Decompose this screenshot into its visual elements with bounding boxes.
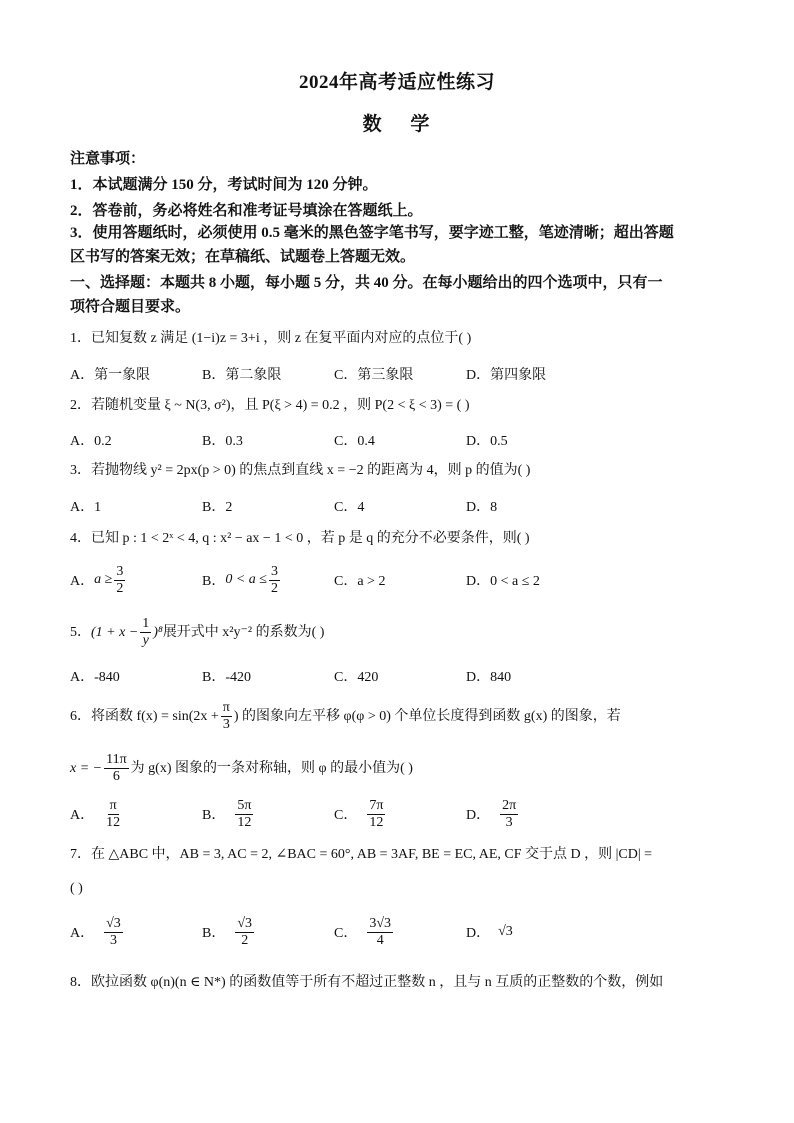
fraction-numerator: 7π [369, 797, 384, 813]
option-letter: B． [202, 808, 226, 823]
fraction [104, 798, 122, 831]
fraction [104, 916, 123, 949]
question-6-text: ) 的图象向左平移 φ(φ > 0) 个单位长度得到函数 g(x) 的图象，若 [233, 708, 621, 724]
fraction-numerator: 11π [106, 752, 127, 767]
question-6-stem-line-2 [70, 752, 413, 785]
fraction-numerator: 3 [116, 563, 124, 579]
fraction [221, 700, 232, 733]
question-2-stem: 2．若随机变量 ξ ~ N(3, σ²)，且 P(ξ > 4) = 0.2 ，则 P(2 < ξ < 3) = ( ) [70, 398, 470, 413]
question-6-text: x = − [70, 760, 103, 776]
fraction-denominator: 4 [376, 932, 384, 948]
question-4-option-a [70, 560, 127, 600]
notes-heading: 注意事项： [70, 151, 146, 167]
fraction [235, 798, 253, 831]
question-8-stem: 8．欧拉函数 φ(n)(n ∈ N*) 的函数值等于所有不超过正整数 n ，且与 n 互质的正整数的个数，例如 [70, 975, 664, 990]
question-6-text: 为 g(x) 图象的一条对称轴，则 φ 的最小值为( ) [130, 760, 413, 776]
fraction-numerator: 2π [502, 797, 517, 813]
question-7-option-b [202, 912, 256, 952]
note-item-3: 3．使用答题纸时，必须使用 0.5 毫米的黑色签字笔书写，要字迹工整，笔迹清晰；超出答题 [70, 225, 674, 241]
question-6-option-a [70, 794, 124, 834]
question-2-option-a: A．0.2 [70, 434, 112, 449]
fraction [269, 564, 280, 597]
fraction-denominator: 12 [369, 814, 384, 830]
question-7-options [70, 912, 730, 952]
question-3-option-a: A．1 [70, 500, 102, 515]
option-letter: D． [466, 926, 491, 941]
note-item-1: 1．本试题满分 150 分，考试时间为 120 分钟。 [70, 177, 378, 193]
option-letter: C． [334, 808, 358, 823]
question-4-options [70, 560, 730, 600]
question-1-option-d: D．第四象限 [466, 368, 547, 383]
note-item-2: 2．答卷前，务必将姓名和准考证号填涂在答题纸上。 [70, 203, 423, 219]
fraction-denominator: 3 [109, 932, 117, 948]
fraction-denominator: 2 [116, 580, 124, 596]
question-5-exponent: )⁸ [153, 624, 163, 640]
question-1-stem: 1．已知复数 z 满足 (1−i)z = 3+i ，则 z 在复平面内对应的点位于( ) [70, 331, 472, 346]
option-letter: D． [466, 808, 491, 823]
question-5-option-c: C．420 [334, 670, 379, 685]
option-expr: √3 [498, 924, 513, 939]
question-5-expr: (1 + x − [91, 624, 139, 640]
fraction-denominator: 3 [222, 717, 230, 732]
question-3-options [70, 486, 730, 526]
fraction-numerator: 3√3 [369, 915, 392, 931]
question-5-option-b: B．-420 [202, 670, 251, 685]
question-6-option-c [334, 794, 387, 834]
question-6-options [70, 794, 730, 834]
option-letter: C． [334, 926, 358, 941]
question-2-option-b: B．0.3 [202, 434, 243, 449]
question-4-option-b [202, 560, 282, 600]
section-heading-cont: 项符合题目要求。 [70, 299, 191, 315]
option-letter: A． [70, 926, 95, 941]
question-3-option-b: B．2 [202, 500, 233, 515]
fraction-denominator: 3 [505, 814, 513, 830]
fraction [140, 616, 151, 649]
exam-title: 2024年高考适应性练习 [298, 72, 495, 93]
question-7-stem-line-1: 7．在 △ABC 中，AB = 3, AC = 2, ∠BAC = 60°, AB = 3AF, BE = EC, AE, CF 交于点 D ，则 |CD| = [70, 847, 653, 862]
question-4-option-d: D．0 < a ≤ 2 [466, 574, 540, 589]
question-5-option-d: D．840 [466, 670, 512, 685]
exam-subject: 数 学 [362, 114, 442, 135]
option-expr: 0 < a ≤ [225, 572, 267, 587]
fraction-denominator: 2 [241, 932, 249, 948]
question-1-option-b: B．第二象限 [202, 368, 282, 383]
question-7-option-a [70, 912, 125, 952]
question-4-stem: 4．已知 p : 1 < 2ˣ < 4, q : x² − ax − 1 < 0 ，若 p 是 q 的充分不必要条件，则( ) [70, 531, 530, 546]
fraction [367, 916, 393, 949]
question-3-stem: 3．若抛物线 y² = 2px(p > 0) 的焦点到直线 x = −2 的距离为 4，则 p 的值为( ) [70, 463, 531, 478]
section-heading: 一、选择题：本题共 8 小题，每小题 5 分，共 40 分。在每小题给出的四个选项中，只有一 [70, 275, 663, 291]
question-5-stem [70, 616, 324, 649]
question-7-option-c [334, 912, 395, 952]
question-5-number: 5． [70, 624, 91, 640]
question-7-stem-line-2: ( ) [70, 881, 83, 896]
question-6-stem-line-1 [70, 700, 621, 733]
question-6-option-d [466, 794, 520, 834]
option-letter: B． [202, 574, 226, 589]
fraction-numerator: √3 [237, 915, 253, 931]
question-1-option-c: C．第三象限 [334, 368, 414, 383]
question-5-option-a: A．-840 [70, 670, 120, 685]
option-letter: A． [70, 808, 95, 823]
question-6-text: 6．将函数 f(x) = sin(2x + [70, 708, 219, 724]
fraction-denominator: 12 [237, 814, 252, 830]
fraction-denominator: y [142, 633, 149, 648]
fraction-denominator: 6 [112, 769, 120, 784]
question-2-option-d: D．0.5 [466, 434, 508, 449]
question-2-option-c: C．0.4 [334, 434, 375, 449]
question-4-option-c: C．a > 2 [334, 574, 386, 589]
option-expr: a ≥ [94, 572, 113, 587]
fraction [235, 916, 254, 949]
question-3-option-d: D．8 [466, 500, 498, 515]
question-1-options [70, 354, 730, 394]
fraction-denominator: 2 [270, 580, 278, 596]
option-letter: A． [70, 574, 95, 589]
fraction-numerator: π [109, 797, 117, 813]
fraction-numerator: π [222, 700, 230, 715]
fraction [104, 752, 129, 785]
fraction [500, 798, 518, 831]
fraction [367, 798, 385, 831]
fraction-numerator: √3 [106, 915, 121, 931]
fraction-denominator: 12 [106, 814, 121, 830]
fraction-numerator: 1 [142, 616, 150, 631]
note-item-3-cont: 区书写的答案无效；在草稿纸、试题卷上答题无效。 [70, 249, 416, 265]
question-2-options [70, 420, 730, 460]
question-5-text: 展开式中 x²y⁻² 的系数为( ) [162, 624, 325, 640]
fraction-numerator: 3 [270, 563, 278, 579]
question-1-option-a: A．第一象限 [70, 368, 151, 383]
option-letter: B． [202, 926, 226, 941]
question-6-option-b [202, 794, 255, 834]
question-7-option-d [466, 912, 513, 952]
fraction [114, 564, 125, 597]
fraction-numerator: 5π [237, 797, 252, 813]
question-5-options [70, 656, 730, 696]
question-3-option-c: C．4 [334, 500, 365, 515]
